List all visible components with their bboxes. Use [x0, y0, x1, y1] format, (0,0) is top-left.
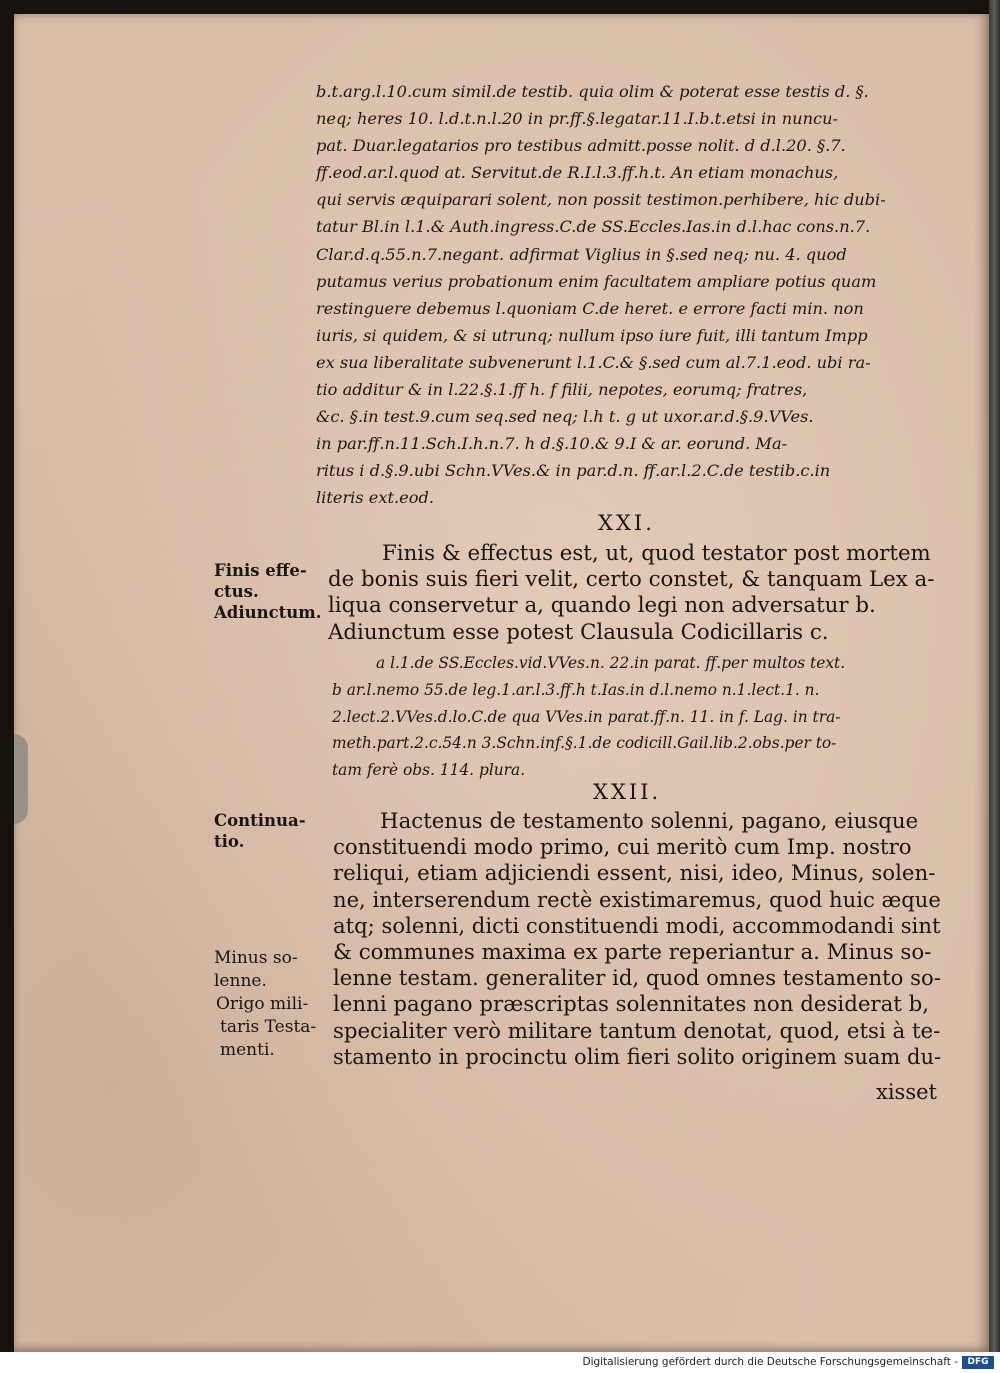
note-line: a l.1.de SS.Eccles.vid.VVes.n. 22.in parat. ff.per multos text.	[376, 654, 846, 672]
marginal-line: Finis effe-	[214, 561, 307, 580]
footnotes-continued	[316, 78, 941, 512]
note-line: b ar.l.nemo 55.de leg.1.ar.l.3.ff.h t.Ias.in d.l.nemo n.1.lect.1. n.	[332, 680, 820, 699]
body-line: lenne testam. generaliter id, quod omnes testamento so-	[333, 966, 941, 992]
body-line: reliqui, etiam adjiciendi essent, nisi, ideo, Minus, solen-	[333, 861, 936, 887]
marginal-note-minus-solenne	[214, 947, 316, 1062]
marginal-line: ctus.	[214, 582, 259, 601]
marginal-note-continuatio	[214, 810, 306, 852]
marginal-line: menti.	[220, 1040, 275, 1060]
marginal-note-finis	[214, 560, 321, 623]
note-line: &c. §.in test.9.cum seq.sed neq; l.h t. g ut uxor.ar.d.§.9.VVes.	[316, 407, 814, 427]
body-line: Finis & effectus est, ut, quod testator post mortem	[382, 541, 931, 566]
note-line: tam ferè obs. 114. plura.	[332, 761, 526, 780]
body-line: liqua conservetur a, quando legi non adversatur b.	[328, 593, 876, 619]
note-line: neq; heres 10. l.d.t.n.l.20 in pr.ff.§.legatar.11.I.b.t.etsi in nuncu-	[316, 109, 838, 129]
note-line: qui servis æquiparari solent, non possit testimon.perhibere, hic dubi-	[316, 190, 886, 210]
section-body-xxi	[328, 541, 940, 646]
note-line: Clar.d.q.55.n.7.negant. adfirmat Viglius in §.sed neq; nu. 4. quod	[316, 244, 847, 264]
body-line: de bonis suis fieri velit, certo constet, & tanquam Lex a-	[328, 567, 935, 593]
page-clip-mark	[14, 734, 28, 824]
note-line: in par.ff.n.11.Sch.I.h.n.7. h d.§.10.& 9.I & ar. eorund. Ma-	[316, 434, 788, 454]
section-heading-xxii: XXII.	[593, 780, 662, 804]
book-spine-edge	[989, 0, 1000, 1352]
note-line: b.t.arg.l.10.cum simil.de testib. quia olim & poterat esse testis d. §.	[316, 82, 869, 101]
note-line: ritus i d.§.9.ubi Schn.VVes.& in par.d.n. ff.ar.l.2.C.de testib.c.in	[316, 461, 831, 481]
note-line: 2.lect.2.VVes.d.lo.C.de qua VVes.in parat.ff.n. 11. in f. Lag. in tra-	[332, 707, 841, 726]
body-line: lenni pagano præscriptas solennitates non desiderat b,	[333, 992, 930, 1018]
footer-credit: Digitalisierung gefördert durch die Deutsche Forschungsgemeinschaft -	[582, 1356, 958, 1368]
marginal-line: Minus so-	[214, 948, 298, 968]
section-heading-xxi: XXI.	[598, 511, 655, 535]
footer-bar	[0, 1352, 1000, 1373]
marginal-line: Origo mili-	[216, 994, 309, 1014]
marginal-line: tio.	[214, 832, 245, 851]
body-line: specialiter verò militare tantum denotat, quod, etsi à te-	[333, 1018, 941, 1044]
section-body-xxii	[333, 809, 941, 1071]
note-line: pat. Duar.legatarios pro testibus admitt.posse nolit. d d.l.20. §.7.	[316, 136, 846, 156]
note-line: restinguere debemus l.quoniam C.de heret. e errore facti min. non	[316, 298, 864, 318]
catchword: xisset	[876, 1080, 937, 1104]
body-line: ne, interserendum rectè existimaremus, quod huic æque	[333, 887, 941, 913]
dfg-logo: DFG	[962, 1356, 994, 1369]
note-line: literis ext.eod.	[316, 488, 434, 508]
body-line: Hactenus de testamento solenni, pagano, eiusque	[380, 809, 919, 834]
body-line: constituendi modo primo, cui meritò cum Imp. nostro	[333, 835, 912, 861]
body-line: Adiunctum esse potest Clausula Codicillaris c.	[328, 619, 829, 645]
note-line: ff.eod.ar.l.quod at. Servitut.de R.I.l.3.ff.h.t. An etiam monachus,	[316, 163, 839, 183]
marginal-line: taris Testa-	[220, 1017, 317, 1037]
note-line: iuris, si quidem, & si utrunq; nullum ipso iure fuit, illi tantum Impp	[316, 325, 868, 345]
body-line: & communes maxima ex parte reperiantur a. Minus so-	[333, 940, 932, 966]
note-line: meth.part.2.c.54.n 3.Schn.inf.§.1.de codicill.Gail.lib.2.obs.per to-	[332, 734, 837, 753]
body-line: atq; solenni, dicti constituendi modi, accommodandi sint	[333, 913, 941, 939]
page-top-mark: f	[126, 0, 132, 16]
body-line: stamento in procinctu olim fieri solito originem suam du-	[333, 1044, 942, 1070]
section-notes-xxi	[332, 650, 942, 784]
marginal-line: Adiunctum.	[214, 603, 322, 622]
marginal-line: lenne.	[214, 971, 267, 991]
note-line: putamus verius probationum enim facultatem ampliare potius quam	[316, 271, 877, 291]
note-line: tio additur & in l.22.§.1.ff h. f filii, nepotes, eorumq; fratres,	[316, 380, 808, 400]
marginal-line: Continua-	[214, 811, 306, 830]
note-line: tatur Bl.in l.1.& Auth.ingress.C.de SS.Eccles.Ias.in d.l.hac cons.n.7.	[316, 217, 871, 237]
note-line: ex sua liberalitate subvenerunt l.1.C.& §.sed cum al.7.1.eod. ubi ra-	[316, 352, 871, 372]
